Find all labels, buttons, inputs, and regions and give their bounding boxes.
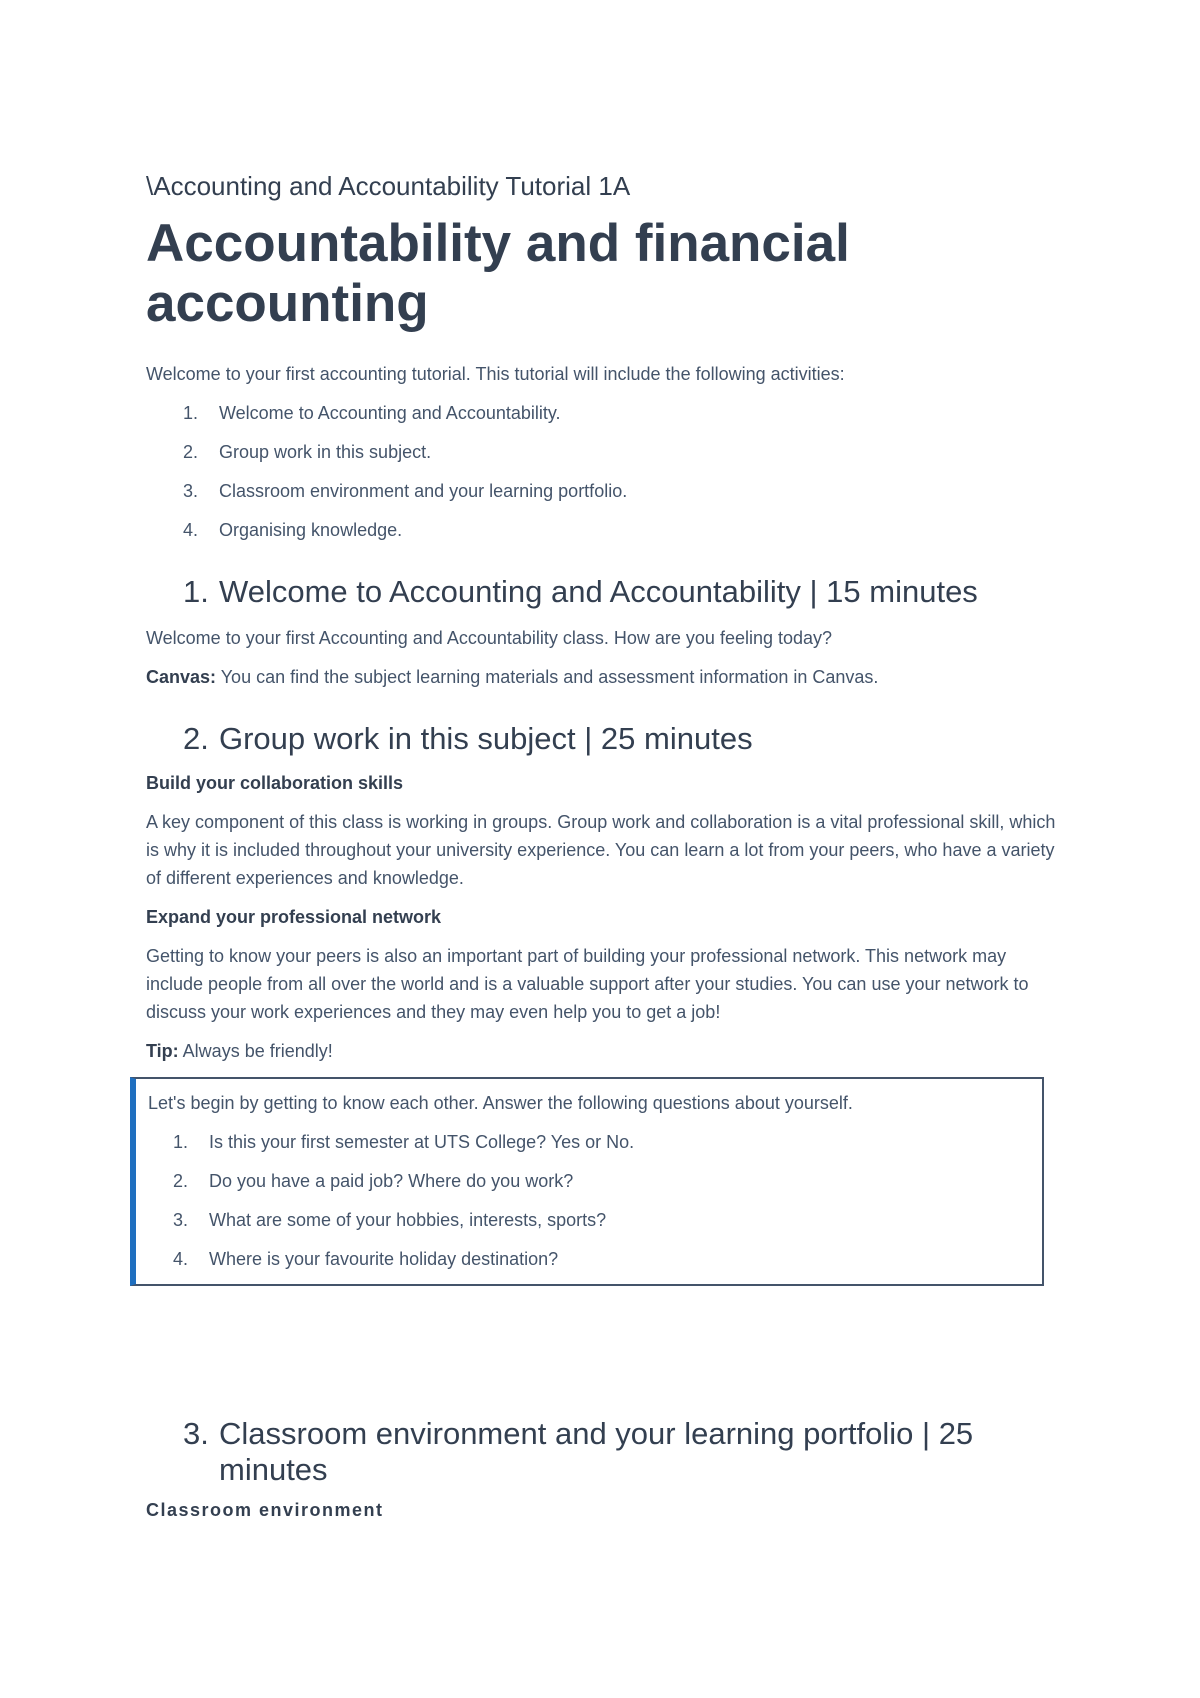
- list-number: 4.: [173, 1249, 189, 1269]
- intro-paragraph: Welcome to your first accounting tutorial. This tutorial will include the following activities:: [146, 364, 845, 384]
- collaboration-subheading: Build your collaboration skills: [146, 773, 404, 793]
- section-number: 1.: [183, 574, 209, 609]
- canvas-paragraph: [146, 663, 1066, 691]
- canvas-label: Canvas:: [146, 667, 217, 687]
- callout-intro: Let's begin by getting to know each other. Answer the following questions about yourself.: [148, 1093, 853, 1113]
- section-title: Group work in this subject | 25 minutes: [219, 721, 753, 756]
- list-text: Is this your first semester at UTS College? Yes or No.: [209, 1132, 635, 1152]
- canvas-text: You can find the subject learning materials and assessment information in Canvas.: [216, 667, 879, 687]
- questions-list: [136, 1128, 1042, 1273]
- list-text: Where is your favourite holiday destination?: [209, 1249, 559, 1269]
- activity-callout-box: [130, 1077, 1044, 1286]
- tip-label: Tip:: [146, 1041, 179, 1061]
- section-2-heading: [146, 721, 1066, 757]
- document-content: [146, 166, 1066, 1524]
- list-number: 3.: [173, 1210, 189, 1230]
- tip-paragraph: [146, 1037, 1066, 1065]
- tip-text: Always be friendly!: [178, 1041, 333, 1061]
- classroom-subheading: Classroom environment: [146, 1500, 384, 1520]
- list-item: [146, 438, 1066, 466]
- collaboration-paragraph: A key component of this class is working in groups. Group work and collaboration is a vital professional skill, which is why it is included throughout your university experience. You can learn a lot from your peers, who have a variety of different experiences and knowledge.: [146, 812, 1056, 888]
- activities-list: [146, 399, 1066, 544]
- section-title: Classroom environment and your learning portfolio | 25 minutes: [219, 1416, 974, 1487]
- network-paragraph: Getting to know your peers is also an important part of building your professional network. This network may include people from all over the world and is a valuable support after your studies. You can use your network to discuss your work experiences and they may even help you to get a job!: [146, 946, 1029, 1022]
- list-text: Organising knowledge.: [219, 520, 403, 540]
- list-number: 2.: [183, 442, 199, 462]
- list-number: 2.: [173, 1171, 189, 1191]
- section-3-heading: [146, 1416, 1066, 1488]
- section-title: Welcome to Accounting and Accountability | 15 minutes: [219, 574, 978, 609]
- list-item: [146, 477, 1066, 505]
- list-number: 1.: [183, 403, 199, 423]
- list-item: [146, 516, 1066, 544]
- section-number: 3.: [183, 1416, 209, 1451]
- list-text: Do you have a paid job? Where do you work?: [209, 1171, 574, 1191]
- section-number: 2.: [183, 721, 209, 756]
- list-number: 1.: [173, 1132, 189, 1152]
- list-item: [146, 399, 1066, 427]
- network-subheading: Expand your professional network: [146, 907, 442, 927]
- list-text: What are some of your hobbies, interests, sports?: [209, 1210, 607, 1230]
- list-item: [136, 1245, 1042, 1273]
- list-item: [136, 1206, 1042, 1234]
- list-text: Classroom environment and your learning portfolio.: [219, 481, 628, 501]
- list-text: Group work in this subject.: [219, 442, 432, 462]
- list-number: 4.: [183, 520, 199, 540]
- document-title: Accountability and financial accounting: [146, 214, 850, 333]
- list-text: Welcome to Accounting and Accountability.: [219, 403, 561, 423]
- list-item: [136, 1167, 1042, 1195]
- section-1-paragraph: Welcome to your first Accounting and Accountability class. How are you feeling today?: [146, 628, 833, 648]
- list-item: [136, 1128, 1042, 1156]
- document-subtitle: \Accounting and Accountability Tutorial 1A: [146, 171, 631, 201]
- section-1-heading: [146, 574, 1066, 610]
- list-number: 3.: [183, 481, 199, 501]
